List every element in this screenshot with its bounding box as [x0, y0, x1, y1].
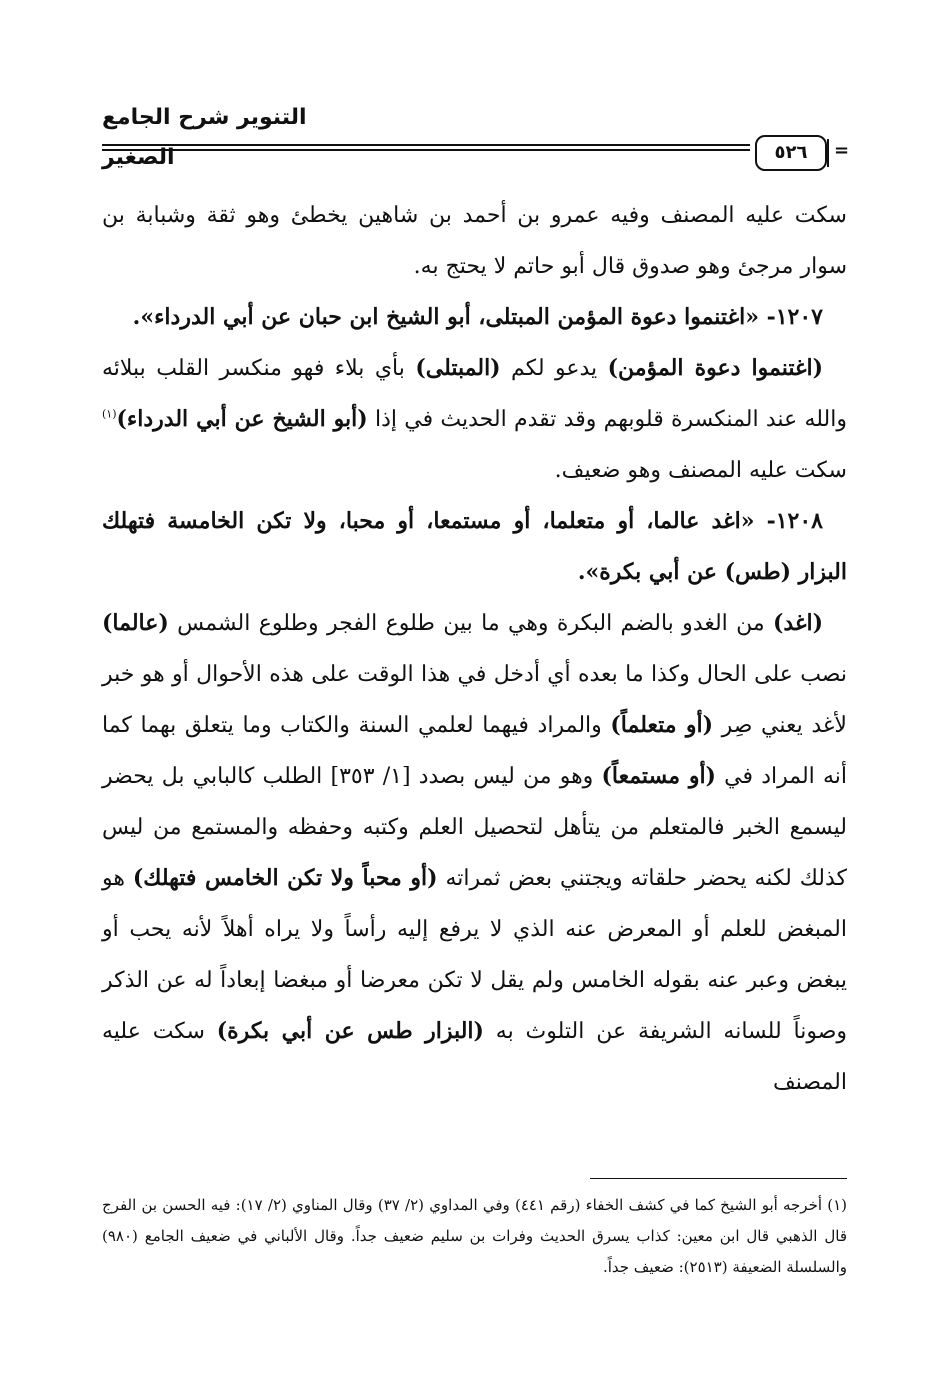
quoted-phrase: (أو مستمعاً): [601, 763, 716, 789]
quoted-phrase: (عالما): [102, 610, 169, 636]
header-rule-line: [102, 149, 750, 151]
text-run: بأي بلاء فهو منكسر القلب ببلائه والله عند المنكسرة قلوبهم وقد تقدم الحديث في إذا: [102, 356, 847, 432]
page-number-dash: =: [834, 140, 850, 161]
quoted-phrase: (اغتنموا دعوة المؤمن): [607, 355, 823, 381]
quoted-phrase: (أو محباً ولا تكن الخامس فتهلك): [132, 865, 438, 891]
quoted-phrase: (أبو الشيخ عن أبي الدرداء): [116, 406, 368, 432]
header-rule-area: [102, 135, 850, 185]
text-run: والمراد فيهما لعلمي السنة والكتاب وما يتعلق بهما كما أنه المراد في: [102, 713, 847, 789]
paragraph: سكت عليه المصنف وفيه عمرو بن أحمد بن شاهين يخطئ وهو ثقة وشبابة بن سوار مرجئ وهو صدوق قال أبو حاتم لا يحتج به.: [102, 203, 847, 279]
page-number: ٥٢٦: [755, 135, 827, 171]
commentary-paragraph: [102, 343, 847, 496]
quoted-phrase: (أو متعلماً): [610, 712, 713, 738]
header-rule-line: [102, 144, 750, 146]
main-text: [102, 190, 847, 1108]
quoted-phrase: (المبتلى): [415, 355, 501, 381]
footnotes: [102, 1190, 847, 1283]
hadith-heading-1208: ١٢٠٨- «اغد عالما، أو متعلما، أو مستمعا، أو محبا، ولا تكن الخامسة فتهلك البزار (طس) عن أبي بكرة».: [102, 508, 847, 585]
commentary-paragraph: [102, 598, 847, 1108]
footnote-separator: [590, 1178, 847, 1179]
text-run: يدعو لكم: [500, 356, 608, 381]
text-run: من الغدو بالضم البكرة وهي ما بين طلوع الفجر وطلوع الشمس: [168, 611, 774, 636]
footnote-1: (١) أخرجه أبو الشيخ كما في كشف الخفاء (رقم ٤٤١) وفي المداوي (٢/ ٣٧) وقال المناوي (٢/ ١٧): فيه الحسن بن الفرج قال الذهبي قال ابن معين: كذاب يسرق الحديث وفرات بن سليم ضعيف جداً. وقال الألباني في ضعيف الجامع (٩٨٠) والسلسلة الضعيفة (٢٥١٣): ضعيف جداً.: [102, 1196, 847, 1276]
footnote-marker[interactable]: (١): [102, 407, 117, 421]
hadith-heading-1207: ١٢٠٧- «اغتنموا دعوة المؤمن المبتلى، أبو الشيخ ابن حبان عن أبي الدرداء».: [132, 304, 823, 330]
text-run: سكت عليه المصنف: [102, 1019, 847, 1095]
text-run: وهو من ليس بصدد [١/ ٣٥٣] الطلب كالبابي بل يحضر ليسمع الخبر فالمتعلم من يتأهل لتحصيل العلم وكتبه وحفظه والمستمع من ليس كذلك لكنه يحضر حلقاته ويجتني بعض ثمراته: [102, 764, 847, 891]
text-run: سكت عليه المصنف وهو ضعيف.: [554, 458, 847, 483]
text-run: نصب على الحال وكذا ما بعده أي أدخل في هذا الوقت على هذه الأحوال أو هو خبر لأغد يعني صِر: [102, 662, 847, 738]
quoted-phrase: (البزار طس عن أبي بكرة): [216, 1018, 484, 1044]
quoted-phrase: (اغد): [773, 610, 823, 636]
text-run: هو المبغض للعلم أو المعرض عنه الذي لا يرفع إليه رأساً ولا يراه أهلاً لأنه يحب أو يبغض وعبر عنه بقوله الخامس ولم يقل لا تكن معرضا أو مبغضا إبعاداً له عن الذكر وصوناً للسانه الشريفة عن التلوث به: [102, 866, 848, 1044]
running-header-title: التنوير شرح الجامع الصغير: [102, 105, 307, 170]
